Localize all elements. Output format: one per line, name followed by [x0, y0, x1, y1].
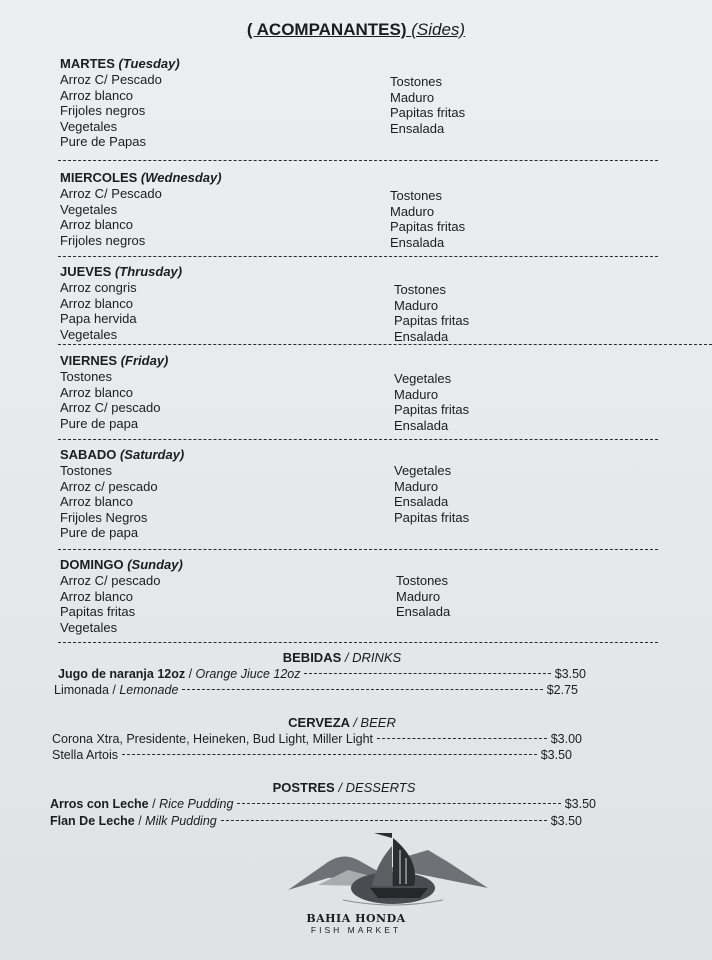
side-item: Papitas fritas	[390, 105, 466, 121]
side-item: Pure de papa	[60, 415, 139, 431]
item-name-en: Orange Jiuce 12oz	[195, 667, 301, 681]
item-name: Corona Xtra, Presidente, Heineken, Bud Light, Miller Light	[52, 732, 374, 746]
day-name-en: (Friday)	[120, 353, 169, 368]
side-item: Arroz blanco	[60, 588, 133, 604]
day-name-en: (Tuesday)	[118, 56, 180, 71]
side-item: Vegetales	[60, 201, 118, 217]
day-heading	[60, 56, 660, 72]
day-block-viernes	[60, 353, 660, 433]
day-heading	[60, 264, 660, 280]
side-item: Arroz blanco	[60, 494, 133, 510]
item-price: $3.50	[550, 814, 582, 828]
side-item: Maduro	[396, 588, 441, 604]
item-sep: /	[108, 683, 120, 697]
side-item: Arroz C/ pescado	[60, 400, 161, 416]
day-heading	[60, 170, 660, 186]
side-item: Papa hervida	[60, 311, 137, 327]
day-name: VIERNES	[60, 353, 118, 368]
day-name: SABADO	[60, 447, 117, 462]
day-name-en: (Wednesday)	[140, 170, 222, 185]
divider	[58, 549, 658, 550]
item-sep: /	[185, 667, 196, 681]
title-sub: (Sides)	[411, 20, 466, 39]
side-item: Ensalada	[394, 494, 449, 510]
menu-row-milk-pudding	[50, 814, 582, 828]
desserts-heading	[0, 780, 700, 795]
side-item: Tostones	[60, 369, 113, 384]
sides-right	[394, 463, 469, 541]
item-name-en: Lemonade	[119, 683, 179, 697]
side-item: Tostones	[60, 463, 113, 478]
section-name: POSTRES	[272, 780, 335, 795]
menu-row-rice-pudding	[50, 797, 596, 811]
menu-row-lemonade	[54, 683, 578, 697]
item-sep: /	[148, 797, 160, 811]
dot-leader	[377, 738, 547, 739]
item-price: $3.50	[554, 667, 586, 681]
sides-left	[60, 186, 390, 250]
side-item: Ensalada	[394, 417, 449, 433]
item-name: Jugo de naranja 12oz	[58, 667, 186, 681]
side-item: Pure de Papas	[60, 134, 147, 150]
day-name: JUEVES	[60, 264, 112, 279]
side-item: Papitas fritas	[394, 402, 470, 418]
side-item: Ensalada	[390, 234, 445, 250]
item-price: $3.00	[550, 732, 582, 746]
item-price: $3.50	[540, 748, 572, 762]
item-name-en: Milk Pudding	[145, 814, 217, 828]
side-item: Arroz c/ pescado	[60, 478, 158, 494]
item-name: Arros con Leche	[50, 797, 149, 811]
side-item: Arroz blanco	[60, 384, 133, 400]
side-item: Ensalada	[390, 120, 445, 136]
side-item: Arroz C/ Pescado	[60, 186, 162, 201]
side-item: Papitas fritas	[394, 509, 470, 525]
section-name-en: / DESSERTS	[338, 780, 416, 795]
side-item: Frijoles Negros	[60, 509, 148, 525]
dot-leader	[221, 820, 547, 821]
dot-leader	[237, 803, 560, 804]
logo-subtitle: FISH MARKET	[310, 925, 402, 935]
item-name: Flan De Leche	[50, 814, 135, 828]
side-item: Arroz blanco	[60, 295, 133, 311]
side-item: Vegetales	[60, 619, 118, 635]
item-price: $3.50	[564, 797, 596, 811]
side-item: Frijoles negros	[60, 232, 146, 248]
sides-left	[60, 280, 394, 344]
section-name-en: / BEER	[353, 715, 396, 730]
day-block-miercoles	[60, 170, 660, 250]
page-title	[0, 20, 712, 40]
sides-right	[396, 573, 450, 635]
side-item: Vegetales	[60, 326, 118, 342]
day-name: MIERCOLES	[60, 170, 138, 185]
menu-row-orange-juice	[58, 667, 586, 681]
item-sep: /	[134, 814, 146, 828]
side-item: Maduro	[390, 89, 435, 105]
side-item: Vegetales	[394, 371, 452, 386]
side-item: Papitas fritas	[60, 604, 136, 620]
side-item: Papitas fritas	[390, 219, 466, 235]
side-item: Vegetales	[394, 463, 452, 478]
day-name-en: (Saturday)	[119, 447, 185, 462]
side-item: Tostones	[390, 188, 443, 203]
section-name-en: / DRINKS	[344, 650, 402, 665]
side-item: Vegetales	[60, 118, 118, 134]
side-item: Maduro	[390, 203, 435, 219]
section-name: CERVEZA	[288, 715, 350, 730]
sides-left	[60, 463, 394, 541]
item-name: Limonada	[54, 683, 109, 697]
sides-right	[390, 74, 465, 150]
day-block-sabado	[60, 447, 660, 541]
side-item: Arroz C/ pescado	[60, 573, 161, 588]
side-item: Maduro	[394, 386, 439, 402]
day-name: MARTES	[60, 56, 115, 71]
side-item: Ensalada	[396, 604, 451, 620]
day-name: DOMINGO	[60, 557, 124, 572]
side-item: Arroz blanco	[60, 217, 133, 233]
sides-left	[60, 369, 394, 433]
day-heading	[60, 353, 660, 369]
beer-heading	[0, 715, 698, 730]
side-item: Maduro	[394, 478, 439, 494]
sides-right	[390, 188, 465, 250]
sides-left	[60, 573, 396, 635]
item-price: $2.75	[546, 683, 578, 697]
sides-left	[60, 72, 390, 150]
side-item: Arroz blanco	[60, 87, 133, 103]
side-item: Tostones	[396, 573, 449, 588]
section-name: BEBIDAS	[282, 650, 342, 665]
side-item: Tostones	[390, 74, 443, 89]
day-heading	[60, 447, 660, 463]
divider	[58, 642, 658, 643]
item-name: Stella Artois	[52, 748, 119, 762]
title-main: ( ACOMPANANTES)	[246, 20, 407, 39]
side-item: Arroz C/ Pescado	[60, 72, 162, 87]
side-item: Tostones	[394, 282, 447, 297]
day-block-martes	[60, 56, 660, 150]
day-heading	[60, 557, 660, 573]
side-item: Arroz congris	[60, 280, 137, 295]
menu-row-stella	[52, 748, 572, 762]
sides-right	[394, 282, 469, 344]
logo-name: BAHIA HONDA	[306, 912, 406, 925]
side-item: Ensalada	[394, 328, 449, 344]
divider	[58, 160, 658, 161]
divider	[58, 256, 658, 257]
side-item: Maduro	[394, 297, 439, 313]
day-name-en: (Thrusday)	[114, 264, 183, 279]
day-name-en: (Sunday)	[127, 557, 183, 572]
drinks-heading	[0, 650, 698, 665]
dot-leader	[122, 754, 537, 755]
side-item: Papitas fritas	[394, 313, 470, 329]
sides-right	[394, 371, 469, 433]
side-item: Pure de papa	[60, 525, 139, 541]
item-name-en: Rice Pudding	[159, 797, 234, 811]
menu-row-beer	[52, 732, 582, 746]
dot-leader	[182, 689, 542, 690]
divider	[58, 439, 658, 440]
day-block-jueves	[60, 264, 660, 344]
side-item: Frijoles negros	[60, 103, 146, 119]
day-block-domingo	[60, 557, 660, 635]
dot-leader	[304, 673, 550, 674]
divider	[58, 344, 712, 345]
